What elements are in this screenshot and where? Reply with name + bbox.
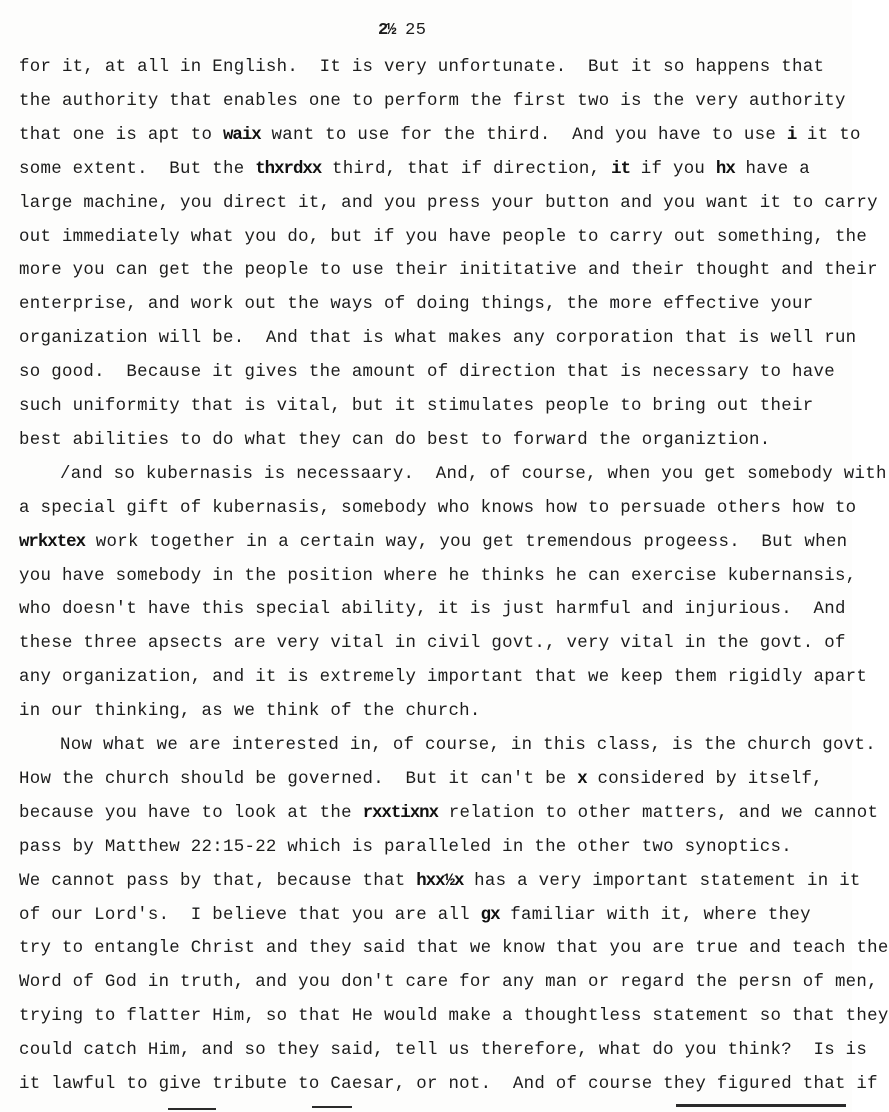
struck-over-text: gx [480,905,500,925]
text-segment: if you [630,159,716,179]
text-segment: third, that if direction, [321,159,612,179]
struck-over-text: i [786,125,797,145]
text-segment: large machine, you direct it, and you press your button and you want it to carry [19,193,878,213]
text-line [19,55,824,81]
text-line [19,225,867,251]
text-line [19,123,861,149]
text-line [19,394,813,420]
text-segment: such uniformity that is vital, but it stimulates people to bring out their [19,397,814,416]
text-line [19,1072,878,1098]
text-line [19,191,878,217]
text-line [19,89,846,115]
text-segment: have a [734,159,810,179]
text-segment: Now what we are interested in, of course, in this class, is the church govt. [60,736,876,755]
text-line [19,801,878,827]
text-line [19,360,835,386]
text-segment: you have somebody in the position where he thinks he can exercise kubernansis, [19,566,857,586]
text-line [19,767,823,793]
struck-over-text: x [577,769,587,789]
text-segment: because you have to look at the [19,803,363,823]
text-segment: familiar with it, where they [499,905,811,925]
text-segment: more you can get the people to use their inititative and their thought and their [19,261,878,281]
text-segment: of our Lord's. I believe that you are all [19,905,481,925]
struck-over-text: it [611,159,631,179]
text-line [19,496,856,522]
text-line [19,530,847,556]
page-number [378,21,427,40]
text-line [19,903,811,929]
text-line [19,258,878,284]
text-line [19,665,867,691]
text-segment: that one is apt to [19,125,223,145]
text-segment: it to [796,125,861,145]
text-line [19,970,878,996]
text-segment: try to entangle Christ and they said that we know that you are true and teach the [19,939,889,959]
text-segment: for it, at all in English. It is very unfortunate. But it so happens that [19,58,825,77]
text-segment: best abilities to do what they can do best to forward the organiztion. [19,430,771,450]
text-segment: Word of God in truth, and you don't care for any man or regard the persn of men, [19,973,878,993]
text-segment: /and so kubernasis is necessaary. And, of course, when you get somebody with [60,464,887,484]
text-segment: organization will be. And that is what makes any corporation that is well run [19,329,857,349]
text-line [19,292,813,318]
struck-over-text: wrkxtex [19,532,86,552]
text-line [19,936,889,962]
text-line [19,326,856,352]
text-segment: who doesn't have this special ability, it is just harmful and injurious. And [19,600,846,620]
text-segment: these three apsects are very vital in civil govt., very vital in the govt. of [19,634,846,654]
text-line [19,1004,889,1030]
text-segment: has a very important statement in it [463,871,861,891]
scan-edge-marks [0,1100,852,1112]
text-line [19,1038,867,1064]
text-segment: it lawful to give tribute to Caesar, or not. And of course they figured that if [19,1075,878,1094]
text-segment: work together in a certain way, you get tremendous progeess. But when [85,532,848,552]
text-line [19,869,861,895]
page-number-struck: 2½ [378,21,395,40]
struck-over-text: waix [223,125,261,145]
text-line [19,597,846,623]
struck-over-text: rxxtixnx [362,803,439,823]
struck-over-text: hxx½x [416,871,464,891]
text-line [60,733,876,759]
text-line [19,157,810,183]
struck-over-text: thxrdxx [255,159,322,179]
text-segment: a special gift of kubernasis, somebody who knows how to persuade others how to [19,498,857,518]
text-line [60,462,887,488]
text-segment: so good. Because it gives the amount of direction that is necessary to have [19,363,835,383]
text-segment: any organization, and it is extremely important that we keep them rigidly apart [19,668,868,688]
text-segment: How the church should be governed. But it can't be [19,769,578,789]
text-segment: out immediately what you do, but if you have people to carry out something, the [19,227,868,247]
page-number-value: 25 [405,21,427,40]
text-segment: pass by Matthew 22:15-22 which is paralleled in the other two synoptics. [19,837,792,857]
text-line [19,699,481,725]
struck-over-text: hx [715,159,735,179]
text-segment: some extent. But the [19,159,256,179]
text-segment: in our thinking, as we think of the church. [19,702,481,722]
text-segment: We cannot pass by that, because that [19,871,417,891]
text-segment: relation to other matters, and we cannot [438,803,879,823]
text-segment: considered by itself, [586,769,823,789]
text-segment: enterprise, and work out the ways of doing things, the more effective your [19,295,814,315]
text-segment: could catch Him, and so they said, tell us therefore, what do you think? Is is [19,1041,868,1061]
text-segment: want to use for the third. And you have to use [260,125,787,145]
text-segment: the authority that enables one to perform the first two is the very authority [19,91,846,111]
text-line [19,428,771,454]
text-line [19,835,792,861]
text-line [19,564,856,590]
text-segment: trying to flatter Him, so that He would make a thoughtless statement so that they [19,1007,889,1027]
text-line [19,631,846,657]
